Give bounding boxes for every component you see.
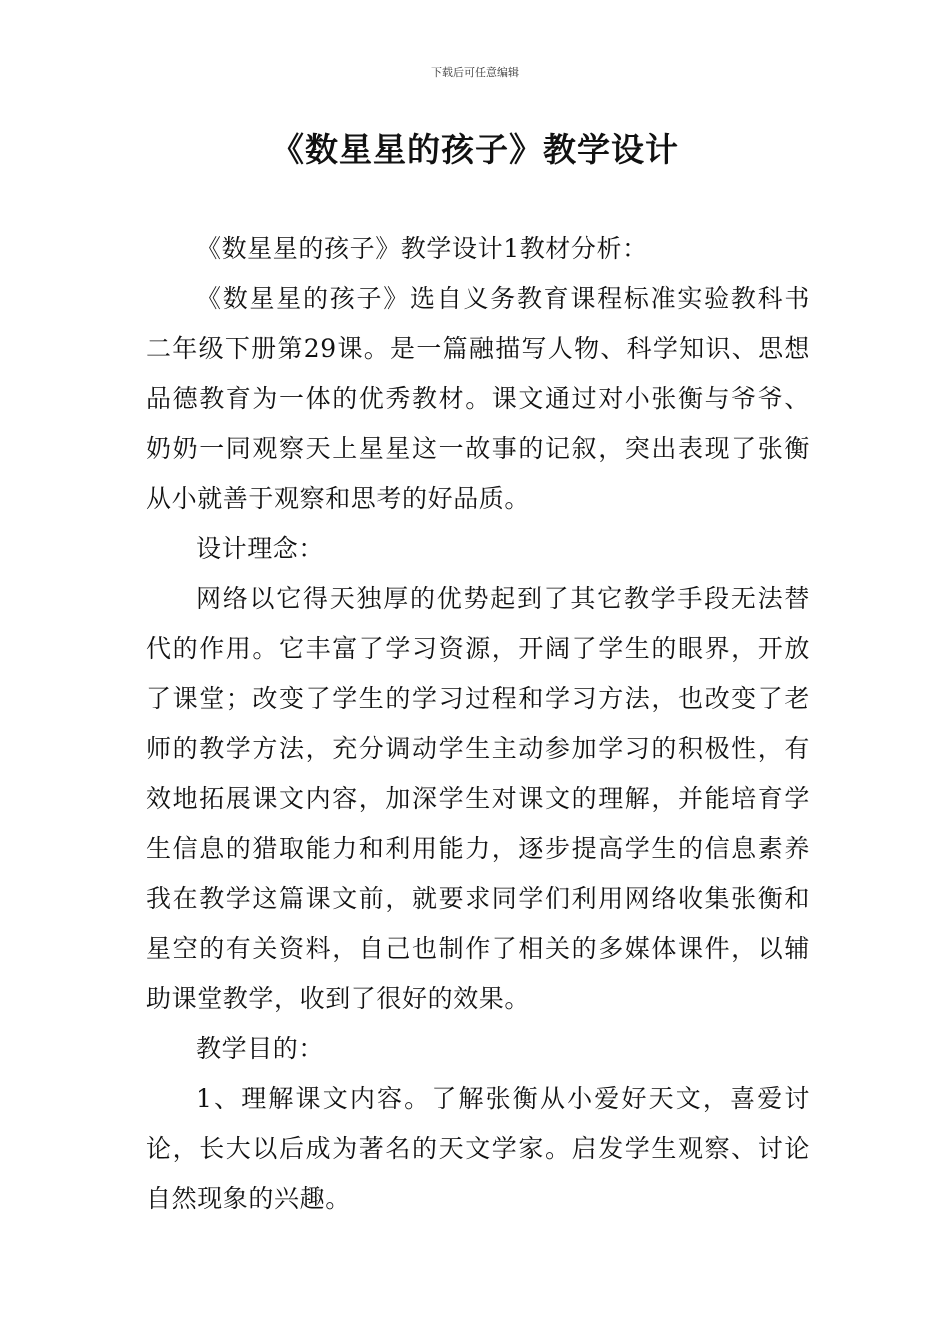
paragraph-objective-1: 1、理解课文内容。了解张衡从小爱好天文，喜爱讨论，长大以后成为著名的天文学家。启发学生观察、讨论自然现象的兴趣。 xyxy=(146,1084,810,1213)
document-body xyxy=(146,224,810,1224)
paragraph-design-concept-heading: 设计理念： xyxy=(196,534,325,563)
paragraph-intro-heading: 《数星星的孩子》教学设计1教材分析： xyxy=(196,234,648,263)
paragraph-design-concept: 网络以它得天独厚的优势起到了其它教学手段无法替代的作用。它丰富了学习资源，开阔了学生的眼界，开放了课堂；改变了学生的学习过程和学习方法，也改变了老师的教学方法，充分调动学生主动参加学习的积极性，有效地拓展课文内容，加深学生对课文的理解，并能培育学生信息的猎取能力和利用能力，逐步提高学生的信息素养我在教学这篇课文前，就要求同学们利用网络收集张衡和星空的有关资料，自己也制作了相关的多媒体课件，以辅助课堂教学，收到了很好的效果。 xyxy=(146,584,810,1013)
document-title: 《数星星的孩子》教学设计 xyxy=(271,130,679,169)
header-note: 下载后可任意编辑 xyxy=(431,66,519,79)
paragraph-material-analysis: 《数星星的孩子》选自义务教育课程标准实验教科书二年级下册第29课。是一篇融描写人物、科学知识、思想品德教育为一体的优秀教材。课文通过对小张衡与爷爷、奶奶一同观察天上星星这一故事的记叙，突出表现了张衡从小就善于观察和思考的好品质。 xyxy=(146,284,810,513)
paragraph-objectives-heading: 教学目的： xyxy=(196,1034,325,1063)
